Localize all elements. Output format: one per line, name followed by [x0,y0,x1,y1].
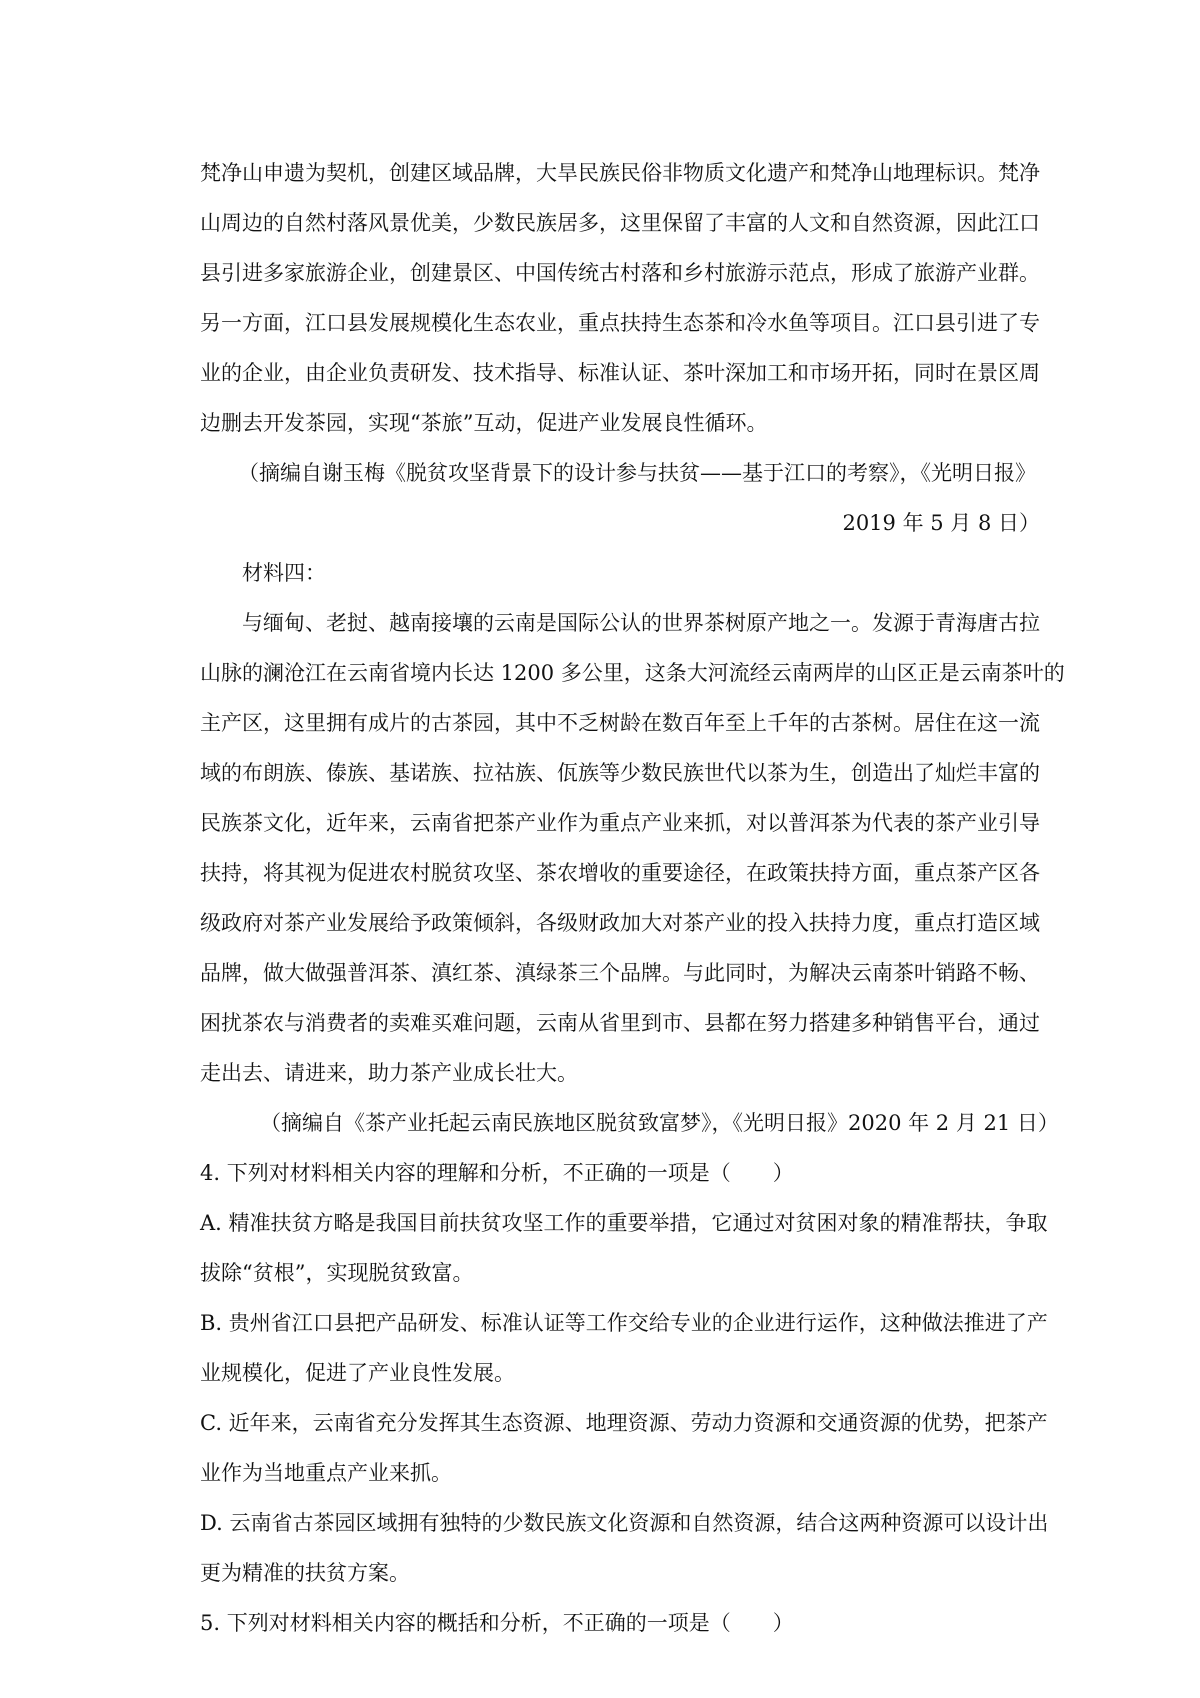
paragraph-line: 品牌，做大做强普洱茶、滇红茶、滇绿茶三个品牌。与此同时，为解决云南茶叶销路不畅、 [200,961,1040,985]
paragraph-line: 山周边的自然村落风景优美，少数民族居多，这里保留了丰富的人文和自然资源，因此江口 [200,211,1040,235]
paragraph-line: 县引进多家旅游企业，创建景区、中国传统古村落和乡村旅游示范点，形成了旅游产业群。 [200,261,1040,285]
source-citation-line: 2019 年 5 月 8 日） [842,511,1040,535]
paragraph-line: 域的布朗族、傣族、基诺族、拉祜族、佤族等少数民族世代以茶为生，创造出了灿烂丰富的 [200,761,1040,785]
paragraph-line: 困扰茶农与消费者的卖难买难问题，云南从省里到市、县都在努力搭建多种销售平台，通过 [200,1011,1040,1035]
question-stem: 4. 下列对材料相关内容的理解和分析，不正确的一项是（ ） [200,1161,794,1185]
paragraph-line: 级政府对茶产业发展给予政策倾斜，各级财政加大对茶产业的投入扶持力度，重点打造区域 [200,911,1040,935]
option-line: C. 近年来，云南省充分发挥其生态资源、地理资源、劳动力资源和交通资源的优势，把茶产 [200,1411,1048,1435]
paragraph-line: 主产区，这里拥有成片的古茶园，其中不乏树龄在数百年至上千年的古茶树。居住在这一流 [200,711,1040,735]
option-line: 更为精准的扶贫方案。 [200,1561,410,1585]
paragraph-line: 扶持，将其视为促进农村脱贫攻坚、茶农增收的重要途径，在政策扶持方面，重点茶产区各 [200,861,1040,885]
option-line: B. 贵州省江口县把产品研发、标准认证等工作交给专业的企业进行运作，这种做法推进了产 [200,1311,1048,1335]
option-line: D. 云南省古茶园区域拥有独特的少数民族文化资源和自然资源，结合这两种资源可以设计出 [200,1511,1049,1535]
option-line: 拔除“贫根”，实现脱贫致富。 [200,1261,474,1285]
paragraph-line: 与缅甸、老挝、越南接壤的云南是国际公认的世界茶树原产地之一。发源于青海唐古拉 [242,611,1040,635]
material-4-paragraph [200,598,1065,1098]
option-line: 业作为当地重点产业来抓。 [200,1461,452,1485]
paragraph-line: 边删去开发茶园，实现“茶旅”互动，促进产业发展良性循环。 [200,411,768,435]
option-line: 业规模化，促进了产业良性发展。 [200,1361,515,1385]
option-line: A. 精准扶贫方略是我国目前扶贫攻坚工作的重要举措，它通过对贫困对象的精准帮扶，争取 [200,1211,1048,1235]
document-body [200,148,1065,1648]
option-a [200,1198,1048,1298]
question-5 [200,1598,1040,1648]
paragraph-line: 山脉的澜沧江在云南省境内长达 1200 多公里，这条大河流经云南两岸的山区正是云南茶叶的 [200,661,1065,685]
material-4-source: （摘编自《茶产业托起云南民族地区脱贫致富梦》，《光明日报》2020 年 2 月 21 日） [260,1111,1059,1135]
paragraph-line: 另一方面，江口县发展规模化生态农业，重点扶持生态茶和冷水鱼等项目。江口县引进了专 [200,311,1040,335]
option-b [200,1298,1048,1398]
material-4-heading: 材料四： [242,561,326,585]
material-3-source [200,448,1040,548]
source-citation-line: （摘编自谢玉梅《脱贫攻坚背景下的设计参与扶贫——基于江口的考察》，《光明日报》 [238,461,1036,485]
material-3-continuation [200,148,1040,448]
paragraph-line: 梵净山申遗为契机，创建区域品牌，大旱民族民俗非物质文化遗产和梵净山地理标识。梵净 [200,161,1040,185]
paragraph-line: 走出去、请进来，助力茶产业成长壮大。 [200,1061,578,1085]
option-c [200,1398,1048,1498]
question-4 [200,1148,1049,1598]
paragraph-line: 民族茶文化，近年来，云南省把茶产业作为重点产业来抓，对以普洱茶为代表的茶产业引导 [200,811,1040,835]
question-stem: 5. 下列对材料相关内容的概括和分析，不正确的一项是（ ） [200,1611,794,1635]
paragraph-line: 业的企业，由企业负责研发、技术指导、标准认证、茶叶深加工和市场开拓，同时在景区周 [200,361,1040,385]
option-d [200,1498,1049,1598]
